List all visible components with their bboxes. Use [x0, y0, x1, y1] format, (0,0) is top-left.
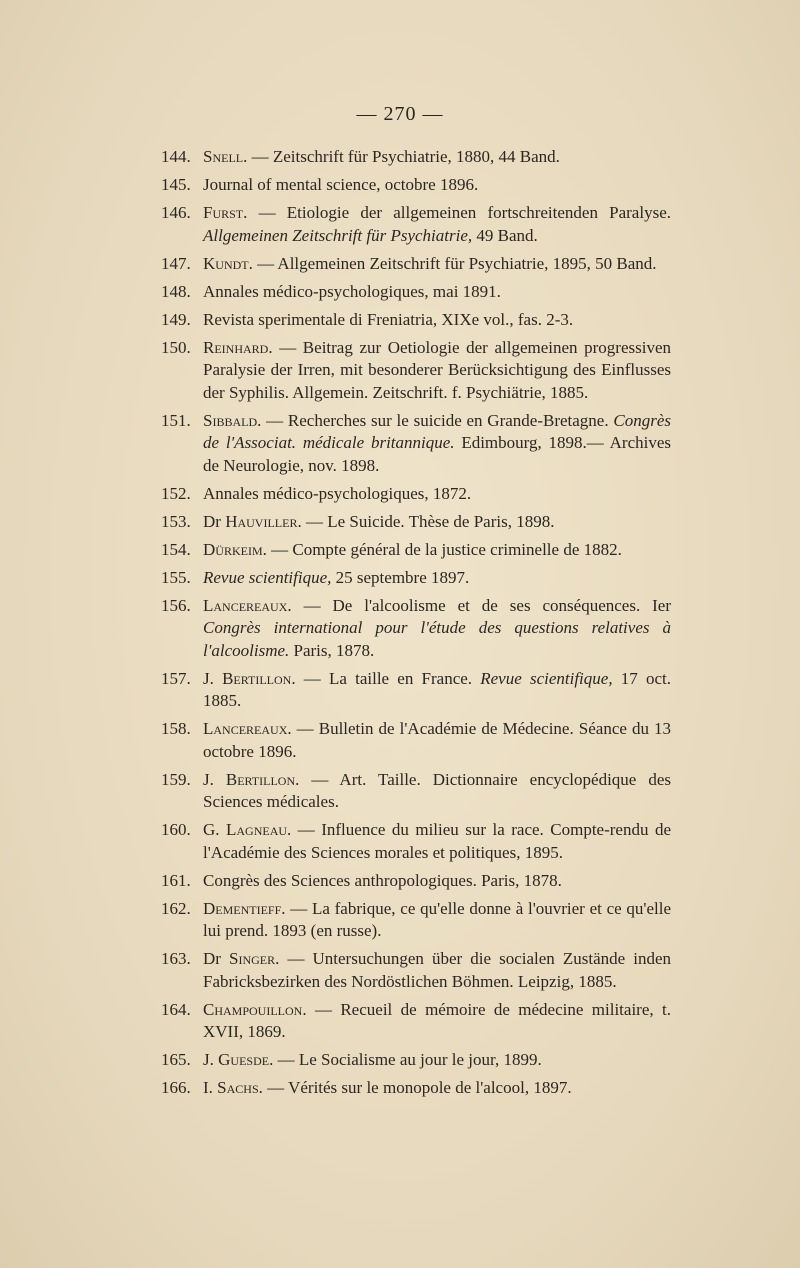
- entry-number: 149.: [161, 309, 191, 329]
- entry-text-run: Dr: [203, 949, 230, 968]
- entry-number: 146.: [161, 203, 191, 222]
- entry-text-run: — Recueil de mémoire de médecine militaire, t. XVII, 1869.: [203, 999, 671, 1041]
- reference-entry: [161, 337, 671, 405]
- reference-entry: [161, 948, 671, 993]
- reference-entry: [161, 146, 671, 169]
- entry-number: 145.: [161, 175, 191, 194]
- author-name: Lancereaux.: [203, 595, 292, 615]
- entry-number: 153.: [161, 511, 191, 531]
- entry-number: 162.: [161, 898, 191, 918]
- reference-entry: [161, 202, 671, 247]
- entry-text-run: — De l'alcoolisme et de ses conséquences. Ier: [291, 595, 671, 615]
- reference-entry: [161, 718, 671, 763]
- reference-entry: [161, 309, 671, 332]
- entry-text-run: — Le Socialisme au jour le jour, 1899.: [273, 1050, 542, 1069]
- author-name: Guesde.: [218, 1050, 274, 1069]
- entry-number: 158.: [161, 719, 191, 738]
- entry-text: [203, 511, 671, 534]
- entry-text-run: G.: [203, 820, 226, 839]
- entry-number: 148.: [161, 281, 191, 301]
- entry-text: [203, 539, 671, 562]
- author-name: Reinhard.: [203, 337, 273, 357]
- entry-number: 159.: [161, 769, 191, 789]
- entry-number: 166.: [161, 1078, 191, 1097]
- entry-number: 150.: [161, 337, 191, 357]
- entry-text-run: 25 septembre 1897.: [331, 567, 470, 587]
- reference-entry: [161, 511, 671, 534]
- entry-text-run: — La fabrique, ce qu'elle donne à l'ouvrier et ce qu'elle lui prend. 1893 (en russe).: [203, 898, 671, 940]
- entry-number: 163.: [161, 949, 191, 968]
- entry-text: [203, 819, 671, 864]
- reference-entry: [161, 1077, 671, 1100]
- author-name: Lancereaux.: [203, 719, 292, 738]
- author-name: Sachs.: [217, 1078, 263, 1097]
- entry-text-run: J.: [203, 1050, 219, 1069]
- entry-text-run: Congrès des Sciences anthropologiques. Paris, 1878.: [203, 870, 562, 890]
- entry-text-run: — Vérités sur le monopole de l'alcool, 1897.: [262, 1078, 572, 1097]
- author-name: Lagneau.: [226, 820, 292, 839]
- entry-text: [203, 1049, 671, 1072]
- entry-text-run: — Allgemeinen Zeitschrift für Psychiatrie, 1895, 50 Band.: [252, 253, 657, 273]
- author-name: Kundt.: [203, 253, 253, 273]
- entry-text: [203, 668, 671, 713]
- entry-number: 155.: [161, 567, 191, 587]
- publication-title: Allgemeinen Zeitschrift für Psychiatrie,: [203, 225, 473, 245]
- entry-text: [203, 202, 671, 247]
- reference-entry: [161, 769, 671, 814]
- author-name: Bertillon.: [222, 668, 296, 688]
- author-name: Furst.: [203, 203, 248, 222]
- entry-text-run: I.: [203, 1078, 218, 1097]
- entry-number: 160.: [161, 820, 191, 839]
- entry-text-run: — Untersuchungen über die socialen Zustände inden Fabricksbezirken des Nordöstlichen Böhmen. Leipzig, 1885.: [203, 949, 671, 991]
- entry-number: 147.: [161, 253, 191, 273]
- entry-text-run: 49 Band.: [472, 225, 538, 245]
- entry-text: [203, 769, 671, 814]
- publication-title: Congrès international pour l'étude des questions relatives à l'alcoolisme.: [203, 618, 671, 660]
- entry-text: [203, 718, 671, 763]
- reference-entry: [161, 819, 671, 864]
- author-name: Snell.: [203, 147, 248, 166]
- entry-text: [203, 281, 671, 304]
- entry-text-run: Paris, 1878.: [289, 640, 375, 660]
- reference-entry: [161, 668, 671, 713]
- author-name: Bertillon.: [225, 769, 300, 789]
- entry-text-run: Annales médico-psychologiques, 1872.: [203, 483, 472, 503]
- reference-entry: [161, 174, 671, 197]
- reference-entry: [161, 567, 671, 590]
- entry-text-run: — Art. Taille. Dictionnaire encyclopédique des Sciences médicales.: [203, 769, 671, 811]
- entry-text-run: — La taille en France.: [295, 668, 481, 688]
- publication-title: Revue scientifique,: [480, 668, 613, 688]
- entry-text: [203, 948, 671, 993]
- reference-entry: [161, 1049, 671, 1072]
- publication-title: Revue scientifique,: [203, 567, 332, 587]
- author-name: Dürkeim.: [203, 539, 267, 559]
- entry-text: [203, 483, 671, 506]
- reference-entry: [161, 539, 671, 562]
- author-name: Singer.: [229, 949, 280, 968]
- entry-number: 144.: [161, 147, 191, 166]
- entry-text-run: J.: [203, 668, 223, 688]
- entry-text: [203, 146, 671, 169]
- entry-number: 152.: [161, 483, 191, 503]
- author-name: Champouillon.: [203, 999, 307, 1019]
- reference-entry: [161, 999, 671, 1044]
- entry-text-run: Journal of mental science, octobre 1896.: [203, 175, 479, 194]
- author-name: Hauviller.: [225, 511, 302, 531]
- entry-number: 156.: [161, 595, 191, 615]
- entry-text: [203, 898, 671, 943]
- entry-text: [203, 1077, 671, 1100]
- entry-text-run: Dr: [203, 511, 226, 531]
- page-number: — 270 —: [356, 103, 444, 125]
- entry-text-run: Annales médico-psychologiques, mai 1891.: [203, 281, 501, 301]
- entry-text: [203, 253, 671, 276]
- entry-text-run: — Bulletin de l'Académie de Médecine. Séance du 13 octobre 1896.: [203, 719, 671, 761]
- entry-text-run: — Etiologie der allgemeinen fortschreitenden Paralyse.: [247, 203, 671, 222]
- entry-text: [203, 174, 671, 197]
- entry-text-run: — Compte général de la justice criminelle de 1882.: [266, 539, 622, 559]
- entry-text-run: — Beitrag zur Oetiologie der allgemeinen progressiven Paralysie der Irren, mit besonderer Berücksichtigung des Einflusses der Syphilis. Allgemein. Zeitschrift. f. Psychiätrie, 1885.: [203, 337, 671, 402]
- reference-list: [161, 146, 671, 1105]
- reference-entry: [161, 410, 671, 478]
- entry-text-run: Revista sperimentale di Freniatria, XIXe vol., fas. 2-3.: [203, 309, 574, 329]
- entry-text-run: — Le Suicide. Thèse de Paris, 1898.: [301, 511, 555, 531]
- reference-entry: [161, 483, 671, 506]
- reference-entry: [161, 595, 671, 663]
- entry-number: 157.: [161, 668, 191, 688]
- reference-entry: [161, 870, 671, 893]
- entry-text: [203, 999, 671, 1044]
- entry-text-run: — Zeitschrift für Psychiatrie, 1880, 44 Band.: [247, 147, 560, 166]
- reference-entry: [161, 253, 671, 276]
- author-name: Sibbald.: [203, 410, 262, 430]
- entry-number: 165.: [161, 1050, 191, 1069]
- entry-text: [203, 870, 671, 893]
- entry-text: [203, 410, 671, 478]
- entry-number: 151.: [161, 410, 191, 430]
- entry-text-run: 17 oct. 1885.: [203, 668, 671, 710]
- entry-text: [203, 337, 671, 405]
- publication-title: Congrès de l'Associat. médicale britannique.: [203, 410, 671, 452]
- entry-text-run: Edimbourg, 1898.— Archives de Neurologie, nov. 1898.: [203, 433, 671, 475]
- author-name: Dementieff.: [203, 898, 286, 918]
- entry-text: [203, 595, 671, 663]
- entry-number: 164.: [161, 999, 191, 1019]
- entry-text-run: — Influence du milieu sur la race. Compte-rendu de l'Académie des Sciences morales et politiques, 1895.: [203, 820, 671, 862]
- entry-text-run: — Recherches sur le suicide en Grande-Bretagne.: [261, 410, 614, 430]
- reference-entry: [161, 898, 671, 943]
- reference-entry: [161, 281, 671, 304]
- entry-text: [203, 309, 671, 332]
- entry-number: 161.: [161, 870, 191, 890]
- entry-text-run: J.: [203, 769, 226, 789]
- entry-number: 154.: [161, 539, 191, 559]
- entry-text: [203, 567, 671, 590]
